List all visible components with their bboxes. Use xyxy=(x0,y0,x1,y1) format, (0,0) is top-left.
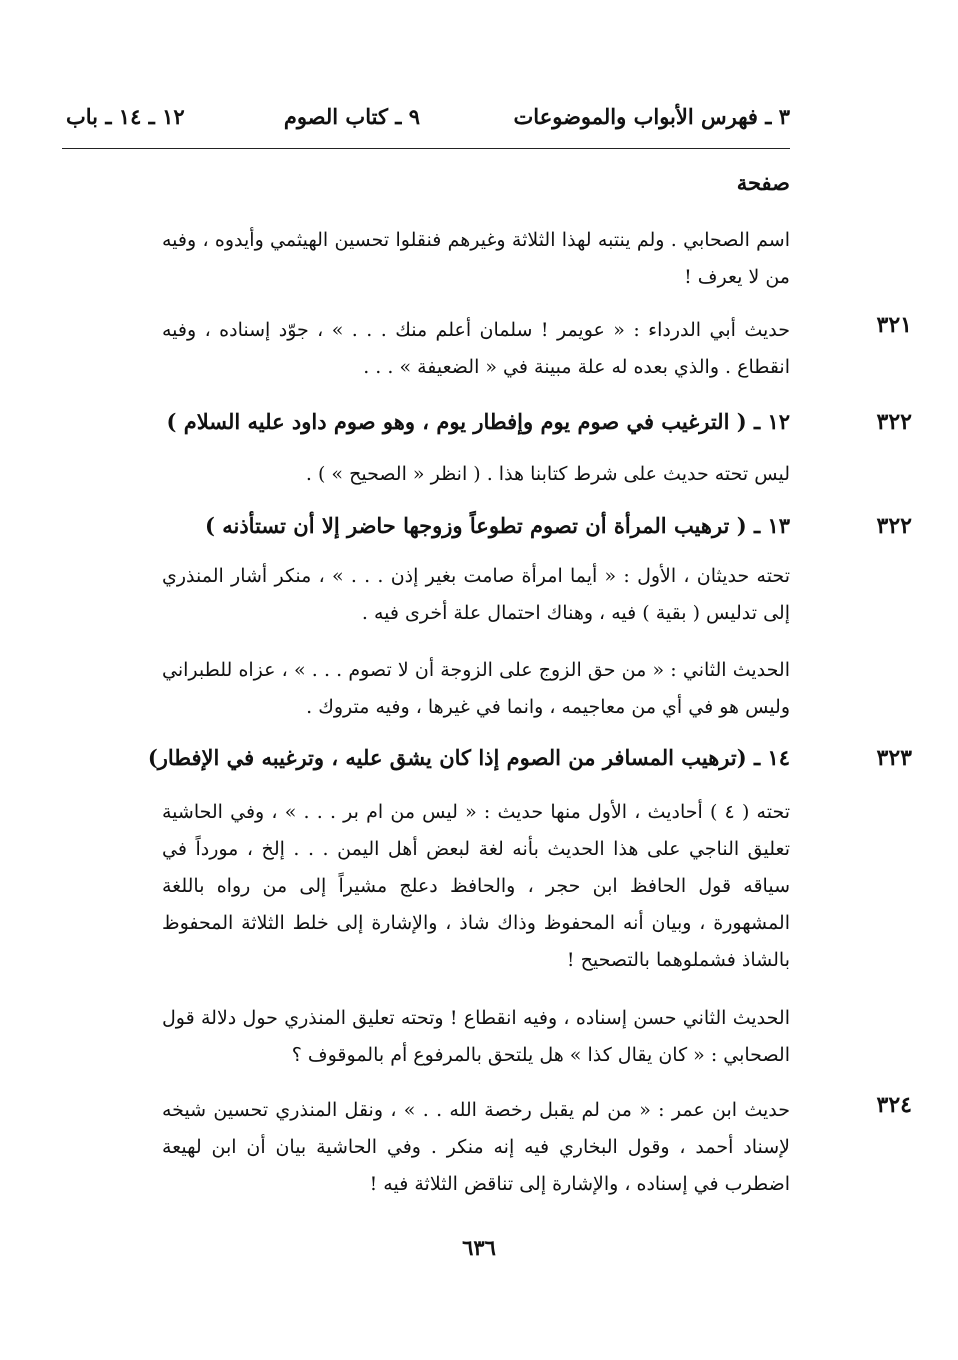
page-number: ٦٣٦ xyxy=(462,1235,496,1260)
index-entry xyxy=(162,794,790,979)
page-column-label: صفحة xyxy=(736,170,790,195)
chapter-heading-entry xyxy=(147,738,912,778)
entry-page-number: ٣٢٢ xyxy=(876,513,912,539)
entry-text: الحديث الثاني : « من حق الزوج على الزوجة أن لا تصوم . . . » ، عزاه للطبراني وليس هو في أي من معاجيمه ، وانما في غيرها ، وفيه متروك . xyxy=(162,659,790,718)
entry-text: تحته ( ٤ ) أحاديث ، الأول منها حديث : « ليس من ام بر . . . » ، وفي الحاشية تعليق الناجي على هذا الحديث بأنه لغة لبعض أهل اليمن . . . إلخ ، مورداً في سياقه قول الحافظ ابن حجر ، والحافظ دعلج مشيراً إلى من رواه باللغة المشهورة ، وبيان أنه المحفوظ وذاك شاذ ، والإشارة إلى خلط الثلاثة المحفوظ بالشاذ فشملوهما بالتصحيح ! xyxy=(162,801,791,971)
entry-page-number: ٣٢١ xyxy=(876,312,912,338)
index-entry xyxy=(162,312,912,386)
entry-text: حديث أبي الدرداء : « عويمر ! سلمان أعلم منك . . . » ، جوّد إسناده ، وفيه انقطاع . والذي بعده له علة مبينة في « الضعيفة » . . . xyxy=(162,319,790,378)
entry-text: ليس تحته حديث على شرط كتابنا هذا . ( انظر « الصحيح » ) . xyxy=(305,463,790,485)
index-entry xyxy=(162,1000,790,1074)
index-entry xyxy=(162,652,790,726)
index-entry xyxy=(162,1092,912,1203)
header-book-title: ٩ ـ كتاب الصوم xyxy=(283,104,420,129)
entry-text: تحته حديثان ، الأول : « أيما امرأة صامت بغير إذن . . . » ، منكر أشار المنذري إلى تدليس ( بقية ) فيه ، وهناك احتمال علة أخرى فيه . xyxy=(162,565,790,624)
header-section-title: ٣ ـ فهرس الأبواب والموضوعات xyxy=(513,104,790,129)
entry-text: اسم الصحابي . ولم ينتبه لهذا الثلاثة وغيرهم فنقلوا تحسين الهيثمي وأيدوه ، وفيه من لا يعرف ! xyxy=(162,229,790,288)
index-entry xyxy=(162,456,790,493)
running-header xyxy=(62,104,790,140)
index-entry xyxy=(162,222,790,296)
entry-text: الحديث الثاني حسن إسناده ، وفيه انقطاع ! وتحته تعليق المنذري حول دلالة قول الصحابي : « كان يقال كذا » هل يلتحق بالمرفوع أم بالموقوف ؟ xyxy=(162,1007,790,1066)
chapter-heading-entry xyxy=(162,506,912,546)
header-chapter-range: ١٢ ـ ١٤ ـ باب xyxy=(66,104,185,129)
header-divider xyxy=(62,148,790,149)
chapter-heading-entry xyxy=(162,402,912,442)
entry-page-number: ٣٢٢ xyxy=(876,409,912,435)
index-entry xyxy=(162,558,790,632)
chapter-heading: ١٣ ـ ( ترهيب المرأة أن تصوم تطوعاً وزوجها حاضر إلا أن تستأذنه ) xyxy=(204,513,790,538)
chapter-heading: ١٤ ـ (ترهيب المسافر من الصوم إذا كان يشق عليه ، وترغيبه في الإفطار) xyxy=(147,745,790,770)
entry-page-number: ٣٢٣ xyxy=(876,745,912,771)
chapter-heading: ١٢ ـ ( الترغيب في صوم يوم وإفطار يوم ، وهو صوم داود عليه السلام ) xyxy=(166,409,790,434)
entry-text: حديث ابن عمر : « من لم يقبل رخصة الله . . » ، ونقل المنذري تحسين شيخه لإسناد أحمد ، وقول البخاري فيه إنه منكر . وفي الحاشية بيان أن ابن لهيعة اضطرب في إسناده ، والإشارة إلى تناقض الثلاثة فيه ! xyxy=(162,1099,790,1195)
entry-page-number: ٣٢٤ xyxy=(876,1092,912,1118)
